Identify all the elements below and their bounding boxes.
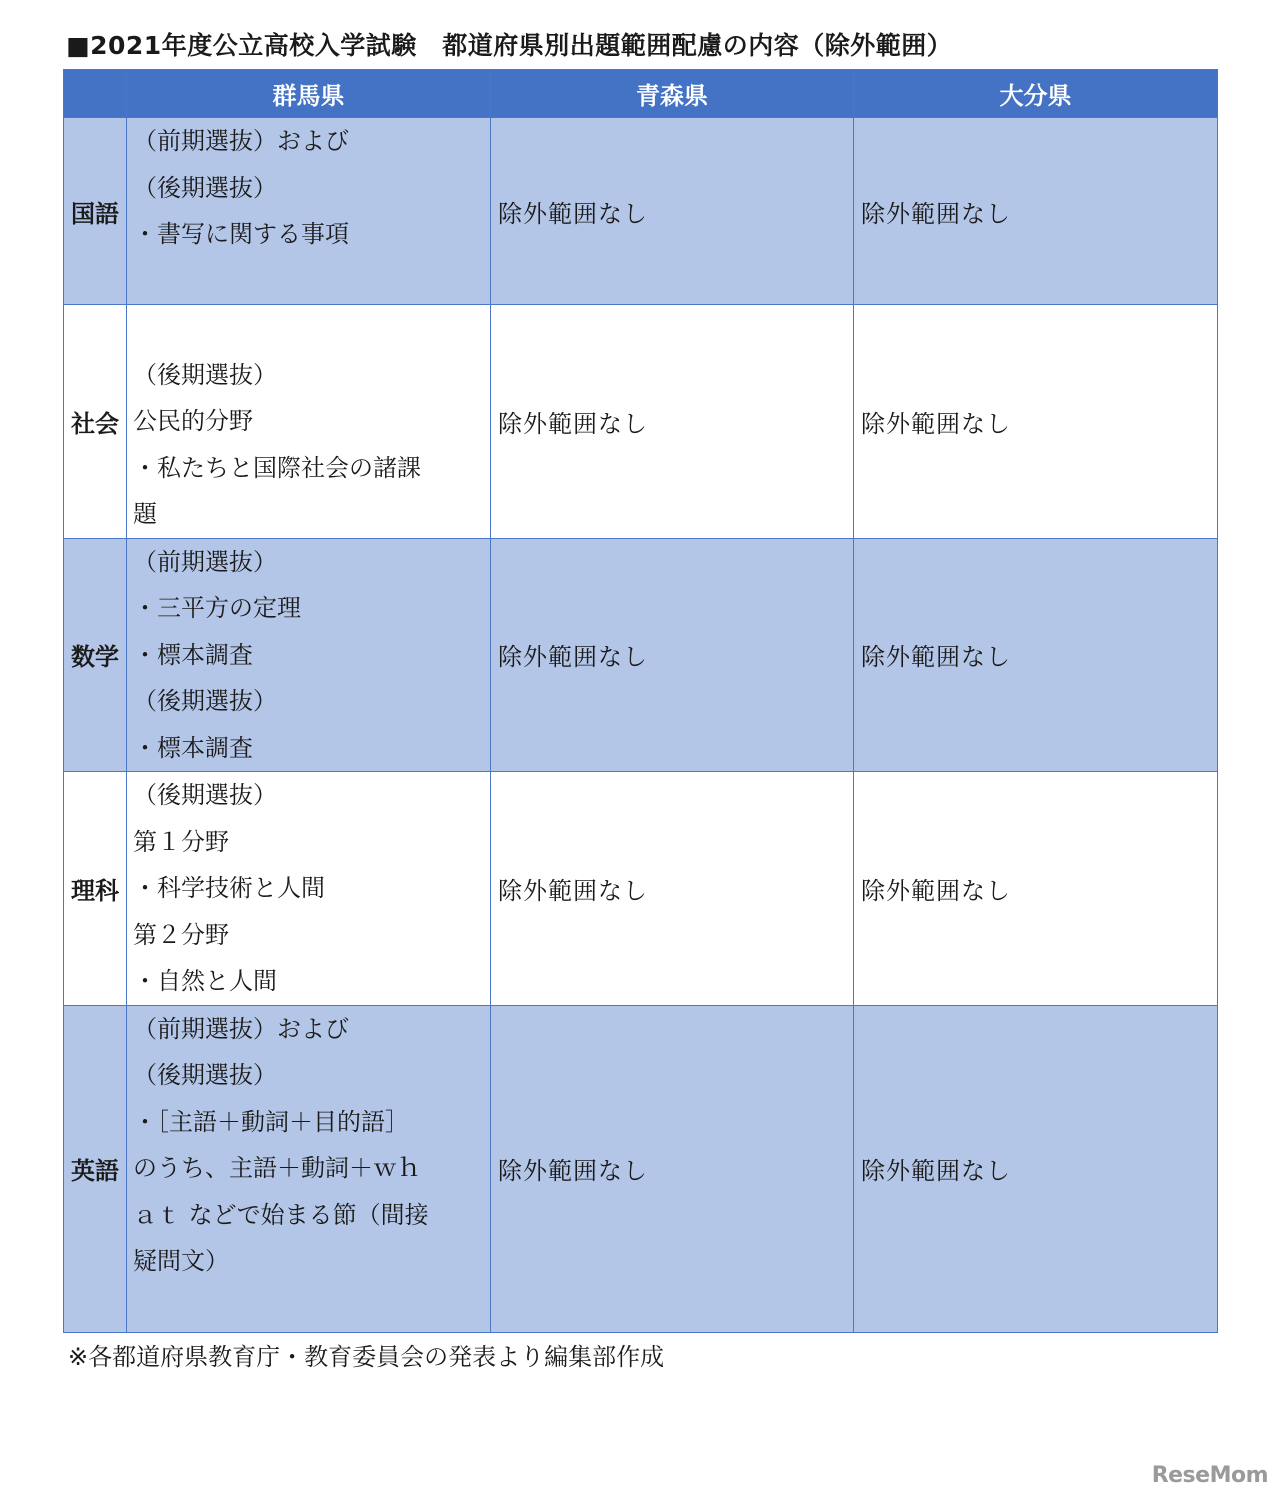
table-row — [64, 118, 1218, 305]
gunma-line: 題 — [133, 500, 157, 528]
exclusion-scope-table — [63, 69, 1218, 1333]
aomori-cell: 除外範囲なし — [491, 118, 854, 305]
gunma-line: ａｔ などで始まる節（間接 — [133, 1200, 429, 1229]
aomori-cell: 除外範囲なし — [491, 538, 854, 772]
gunma-line: 第１分野 — [133, 827, 229, 856]
table-row — [64, 772, 1218, 1006]
header-gunma: 群馬県 — [127, 70, 491, 118]
table-row — [64, 305, 1218, 539]
table-row — [64, 538, 1218, 772]
gunma-line: （後期選抜） — [133, 781, 277, 809]
gunma-line: 公民的分野 — [133, 407, 253, 435]
gunma-line: ・書写に関する事項 — [133, 220, 349, 248]
page-title: ■2021年度公立高校入学試験 都道府県別出題範囲配慮の内容（除外範囲） — [66, 31, 953, 60]
gunma-cell — [127, 118, 491, 305]
oita-cell: 除外範囲なし — [854, 118, 1218, 305]
subject-cell: 国語 — [64, 118, 127, 305]
source-footnote: ※各都道府県教育庁・教育委員会の発表より編集部作成 — [68, 1343, 665, 1371]
header-corner — [64, 70, 127, 118]
gunma-cell — [127, 538, 491, 772]
subject-cell: 社会 — [64, 305, 127, 539]
gunma-line: 第２分野 — [133, 920, 229, 949]
gunma-cell — [127, 305, 491, 539]
oita-cell: 除外範囲なし — [854, 305, 1218, 539]
gunma-cell — [127, 772, 491, 1006]
table-header-row — [64, 70, 1218, 118]
gunma-line: ・三平方の定理 — [133, 594, 301, 622]
resemom-logo: ReseMom — [1151, 1463, 1268, 1488]
gunma-line: （前期選抜） — [133, 547, 277, 576]
gunma-line: のうち、主語＋動詞＋ｗｈ — [133, 1154, 421, 1183]
oita-cell: 除外範囲なし — [854, 772, 1218, 1006]
gunma-line: ・私たちと国際社会の諸課 — [133, 453, 421, 482]
gunma-line: ・［主語＋動詞＋目的語］ — [133, 1107, 409, 1136]
gunma-line: （前期選抜）および — [133, 127, 349, 155]
gunma-line: （前期選抜）および — [133, 1014, 349, 1043]
gunma-line: ・標本調査 — [133, 733, 253, 762]
table-row — [64, 1005, 1218, 1332]
gunma-line: ・標本調査 — [133, 640, 253, 669]
oita-cell: 除外範囲なし — [854, 1005, 1218, 1332]
subject-cell: 理科 — [64, 772, 127, 1006]
gunma-line: （後期選抜） — [133, 173, 277, 202]
gunma-line: ・自然と人間 — [133, 967, 277, 995]
subject-cell: 英語 — [64, 1005, 127, 1332]
oita-cell: 除外範囲なし — [854, 538, 1218, 772]
aomori-cell: 除外範囲なし — [491, 305, 854, 539]
gunma-line: （後期選抜） — [133, 687, 277, 715]
subject-cell: 数学 — [64, 538, 127, 772]
gunma-line: 疑問文） — [133, 1247, 229, 1276]
gunma-line: ・科学技術と人間 — [133, 874, 325, 902]
header-aomori: 青森県 — [491, 70, 854, 118]
aomori-cell: 除外範囲なし — [491, 1005, 854, 1332]
gunma-line: （後期選抜） — [133, 360, 277, 389]
aomori-cell: 除外範囲なし — [491, 772, 854, 1006]
header-oita: 大分県 — [854, 70, 1218, 118]
gunma-line: （後期選抜） — [133, 1061, 277, 1090]
gunma-cell — [127, 1005, 491, 1332]
